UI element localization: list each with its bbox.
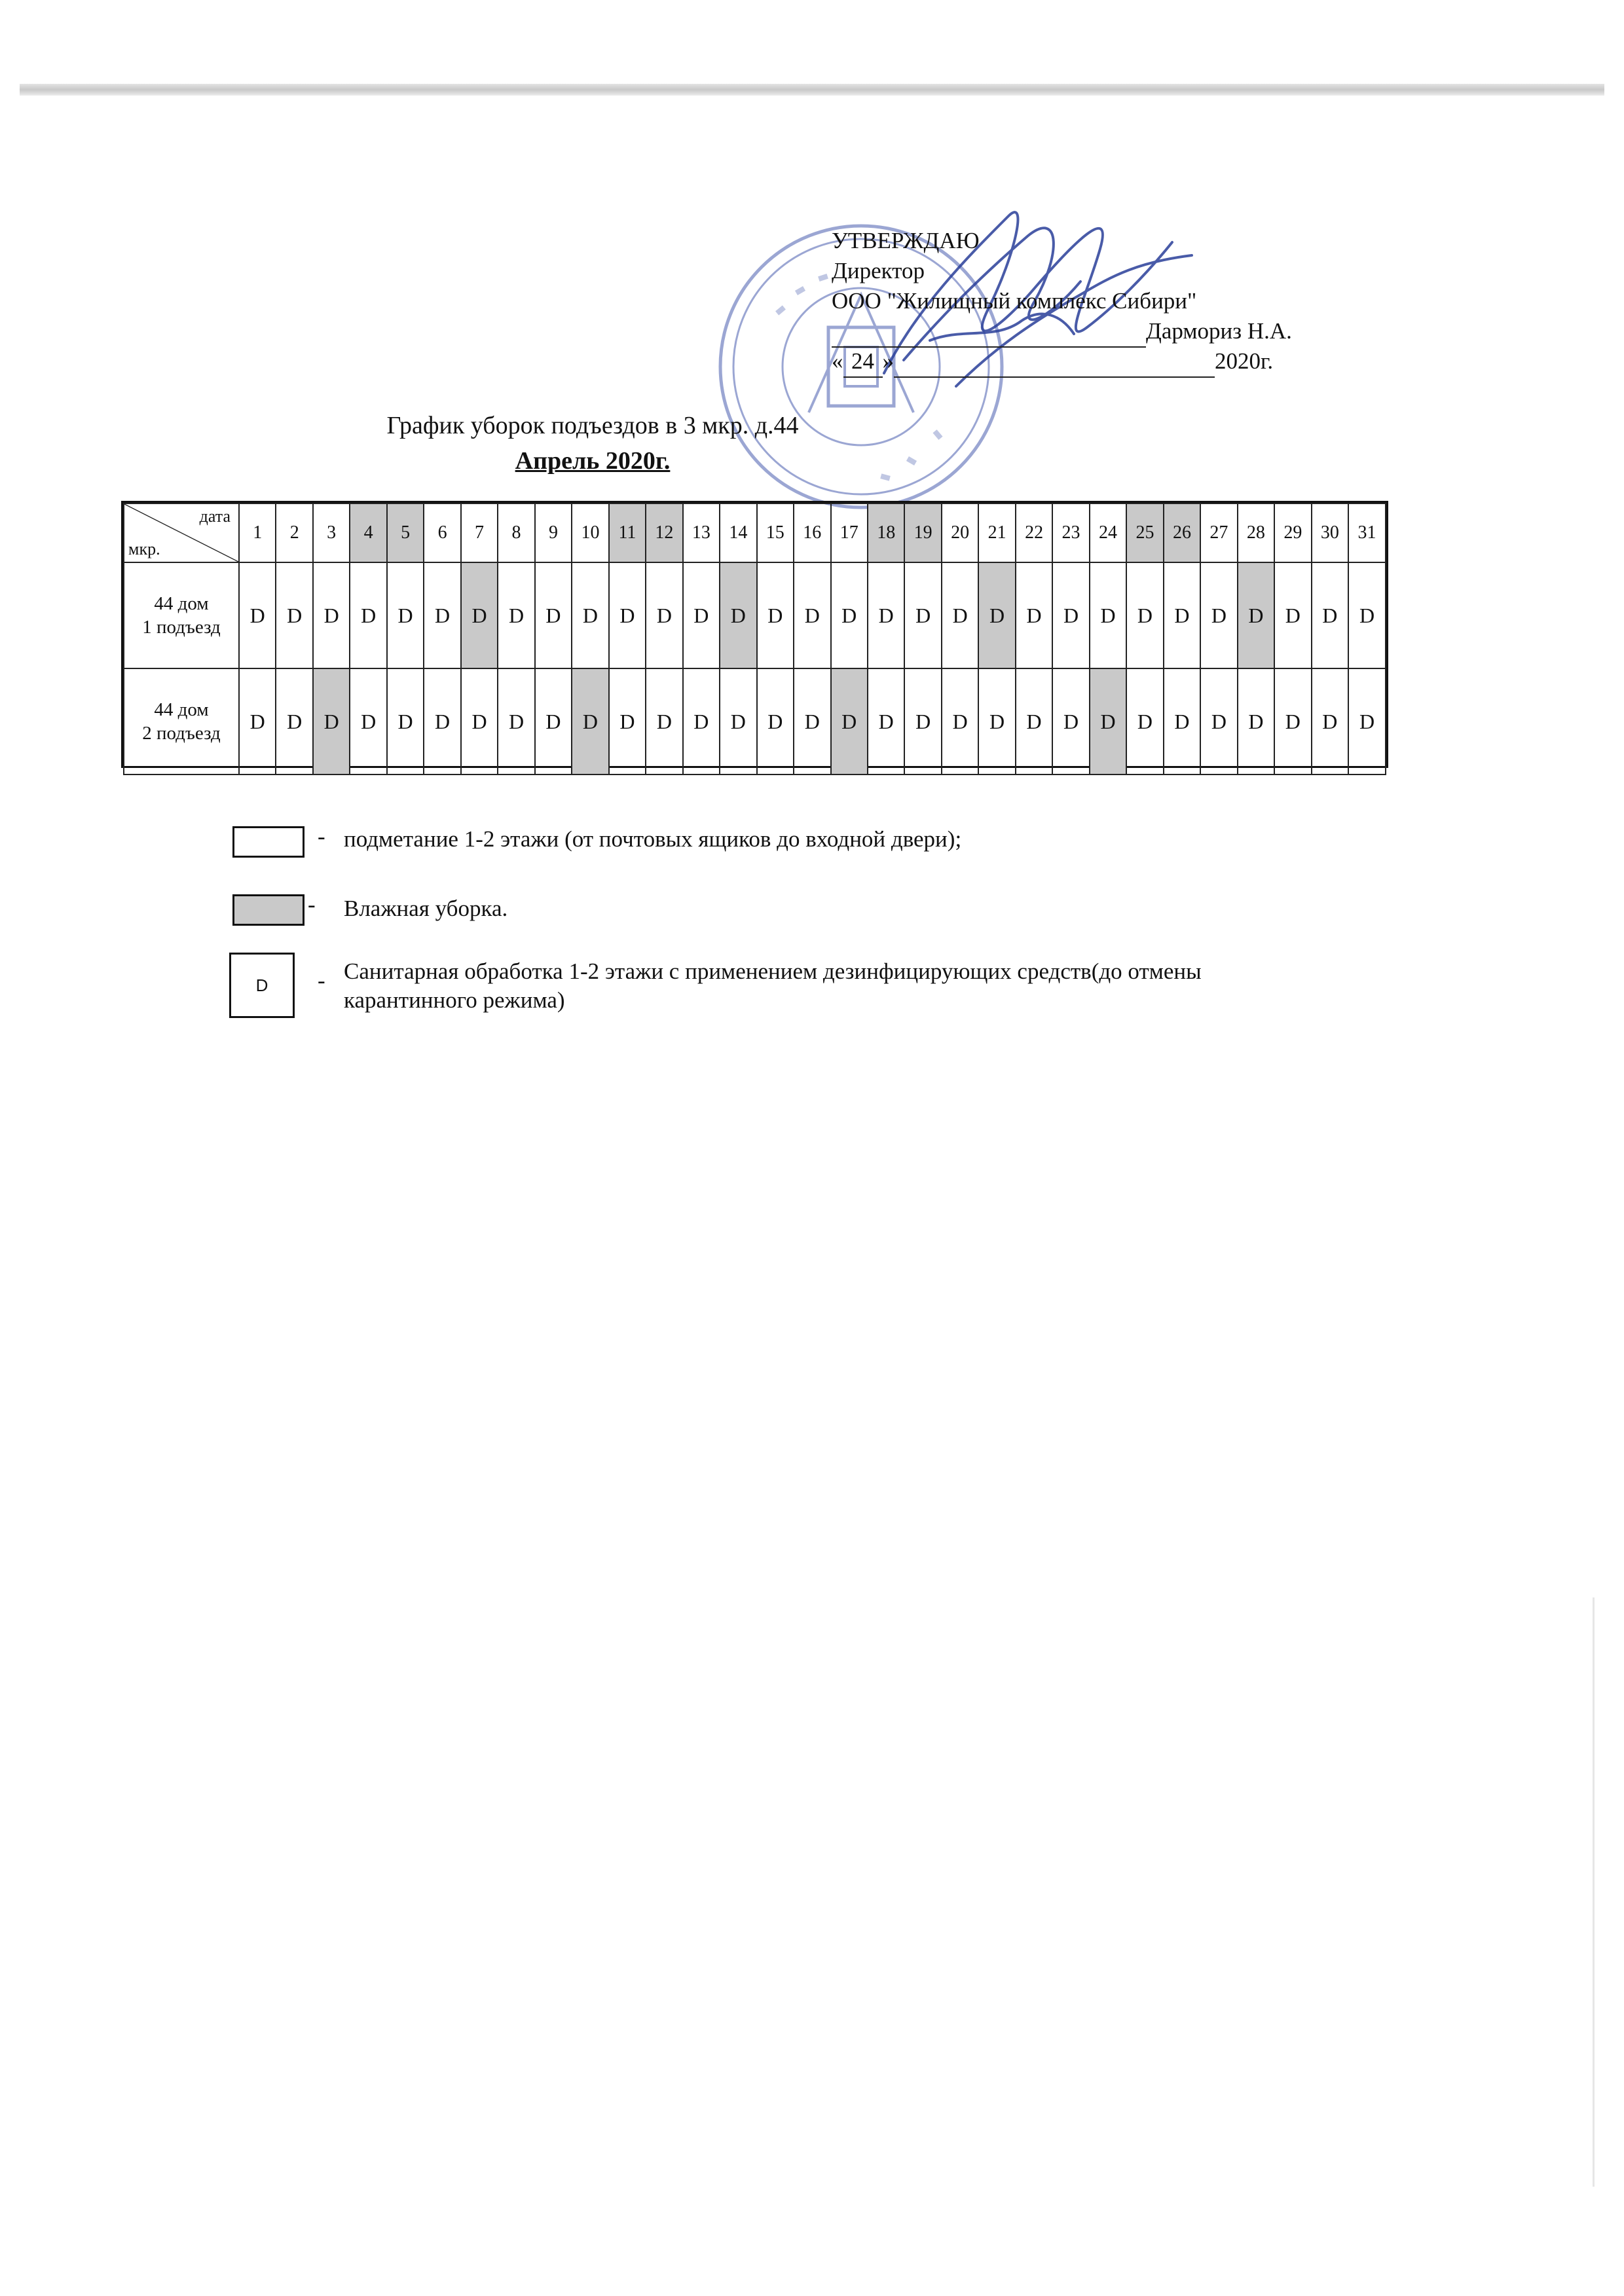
schedule-cell: D [1238,562,1274,668]
row-label [124,668,239,774]
schedule-cell: D [1238,668,1274,774]
day-header-cell: 27 [1200,503,1237,562]
table-row [124,668,1386,774]
row-label [124,562,239,668]
row-label-entrance: 2 подъезд [142,723,221,744]
schedule-cell: D [831,668,868,774]
schedule-cell: D [683,562,720,668]
scan-right-edge [1593,1597,1595,2187]
schedule-cell: D [1200,668,1237,774]
schedule-cell: D [1090,562,1126,668]
schedule-cell: D [720,668,756,774]
day-header-cell: 25 [1126,503,1163,562]
schedule-cell: D [424,562,460,668]
table-corner-cell [124,503,239,562]
day-header-cell: 12 [646,503,682,562]
table-row [124,562,1386,668]
day-header-cell: 4 [350,503,386,562]
day-header-cell: 22 [1016,503,1052,562]
schedule-cell: D [572,562,608,668]
schedule-cell: D [350,668,386,774]
approval-signature-line [832,316,1292,348]
day-header-cell: 21 [978,503,1015,562]
schedule-cell: D [609,668,646,774]
schedule-cell: D [904,668,941,774]
approval-date-line [832,346,1273,378]
day-header-cell: 20 [942,503,978,562]
day-header-cell: 1 [239,503,276,562]
day-header-cell: 30 [1312,503,1348,562]
cleaning-schedule-table [121,501,1388,768]
schedule-cell: D [1274,562,1311,668]
day-header-cell: 26 [1164,503,1200,562]
day-header-cell: 28 [1238,503,1274,562]
table-header-row [124,503,1386,562]
day-header-cell: 31 [1348,503,1386,562]
schedule-cell: D [498,668,534,774]
document-month: Апрель 2020г. [515,447,671,475]
date-day: 24 [843,346,883,378]
date-month-blank [894,346,1215,378]
approval-line-company: ООО "Жилищный комплекс Сибири" [832,288,1197,314]
schedule-cell: D [757,562,794,668]
schedule-cell: D [387,562,424,668]
schedule-cell: D [942,668,978,774]
day-header-cell: 19 [904,503,941,562]
legend-dash: - [318,968,325,993]
schedule-cell: D [646,562,682,668]
schedule-cell: D [239,562,276,668]
schedule-cell: D [757,668,794,774]
day-header-cell: 7 [461,503,498,562]
schedule-cell: D [1126,668,1163,774]
legend-wet-swatch [232,894,304,926]
schedule-cell: D [276,562,312,668]
day-header-cell: 23 [1052,503,1089,562]
day-header-cell: 29 [1274,503,1311,562]
day-header-cell: 24 [1090,503,1126,562]
schedule-cell: D [535,562,572,668]
day-header-cell: 13 [683,503,720,562]
day-header-cell: 16 [794,503,830,562]
day-header-cell: 8 [498,503,534,562]
schedule-cell: D [831,562,868,668]
schedule-cell: D [1126,562,1163,668]
schedule-cell: D [276,668,312,774]
schedule-cell: D [609,562,646,668]
corner-label-district: мкр. [128,539,160,558]
schedule-cell: D [1016,562,1052,668]
schedule-cell: D [1200,562,1237,668]
schedule-cell: D [1052,562,1089,668]
row-label-house: 44 дом [154,593,209,614]
schedule-cell: D [720,562,756,668]
approval-line-position: Директор [832,258,925,283]
day-header-cell: 18 [868,503,904,562]
schedule-cell: D [313,562,350,668]
day-header-cell: 14 [720,503,756,562]
approver-name: Дармориз Н.А. [1146,318,1292,344]
schedule-cell: D [794,668,830,774]
schedule-cell: D [313,668,350,774]
schedule-cell: D [1348,562,1386,668]
schedule-cell: D [942,562,978,668]
schedule-cell: D [387,668,424,774]
schedule-cell: D [646,668,682,774]
approval-line-approve: УТВЕРЖДАЮ [832,228,980,253]
schedule-cell: D [978,562,1015,668]
schedule-cell: D [868,668,904,774]
schedule-cell: D [498,562,534,668]
day-header-cell: 11 [609,503,646,562]
day-header-cell: 9 [535,503,572,562]
schedule-cell: D [1348,668,1386,774]
day-header-cell: 15 [757,503,794,562]
schedule-cell: D [1312,562,1348,668]
date-quote-close: » [882,348,894,374]
document-title: График уборок подъездов в 3 мкр. д.44 [386,412,799,439]
row-label-house: 44 дом [154,699,209,720]
scan-edge-line [20,84,1604,96]
schedule-cell: D [461,668,498,774]
legend-dash: - [318,824,325,849]
schedule-cell: D [535,668,572,774]
legend-disinfection-swatch: D [229,953,295,1018]
schedule-cell: D [1164,562,1200,668]
schedule-cell: D [868,562,904,668]
schedule-cell: D [239,668,276,774]
legend-wet-text: Влажная уборка. [344,896,508,921]
date-quote-open: « [832,348,843,374]
date-year: 2020г. [1215,348,1274,374]
day-header-cell: 2 [276,503,312,562]
signature-blank [832,316,1146,348]
legend-sweep-text: подметание 1-2 этажи (от почтовых ящиков до входной двери); [344,826,962,852]
schedule-cell: D [1164,668,1200,774]
legend-sweep-swatch [232,826,304,858]
schedule-cell: D [461,562,498,668]
row-label-entrance: 1 подъезд [142,617,221,638]
day-header-cell: 3 [313,503,350,562]
schedule-cell: D [350,562,386,668]
schedule-cell: D [424,668,460,774]
schedule-cell: D [978,668,1015,774]
corner-label-date: дата [199,507,231,526]
schedule-cell: D [1090,668,1126,774]
day-header-cell: 6 [424,503,460,562]
legend-disinfection-text-1: Санитарная обработка 1-2 этажи с применением дезинфицирующих средств(до отмены [344,958,1202,984]
legend-disinfection-text-2: карантинного режима) [344,987,565,1013]
day-header-cell: 5 [387,503,424,562]
schedule-cell: D [1312,668,1348,774]
schedule-cell: D [904,562,941,668]
schedule-cell: D [1016,668,1052,774]
legend-dash: - [308,892,316,917]
day-header-cell: 10 [572,503,608,562]
day-header-cell: 17 [831,503,868,562]
schedule-cell: D [794,562,830,668]
schedule-cell: D [1274,668,1311,774]
schedule-cell: D [683,668,720,774]
schedule-cell: D [1052,668,1089,774]
schedule-cell: D [572,668,608,774]
